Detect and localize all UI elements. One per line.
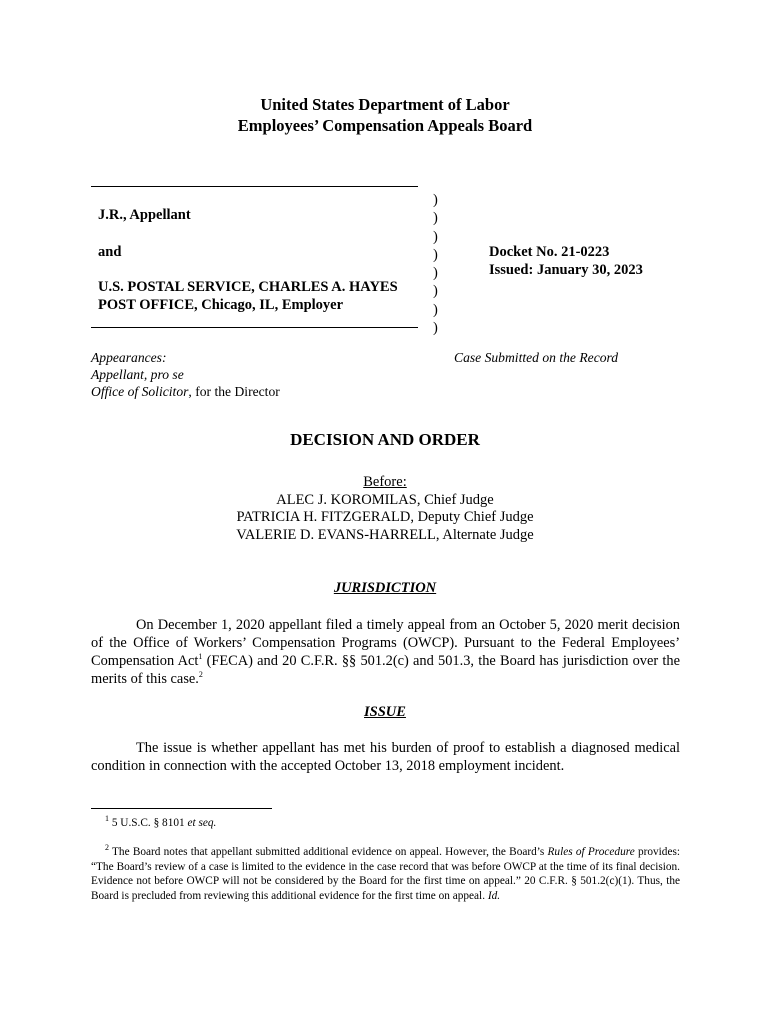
paren: ) xyxy=(433,320,438,337)
appearances-label: Appearances: xyxy=(91,350,167,365)
before-label: Before: xyxy=(363,474,407,490)
agency-line-2: Employees’ Compensation Appeals Board xyxy=(237,116,533,135)
jurisdiction-heading: JURISDICTION xyxy=(333,580,437,596)
footnote-2-italic-a: Rules of Procedure xyxy=(547,846,635,858)
footnote-1-text: 5 U.S.C. § 8101 xyxy=(109,817,188,829)
footnote-ref-2[interactable]: 2 xyxy=(198,670,203,680)
caption-and: and xyxy=(98,244,122,260)
paren: ) xyxy=(433,228,438,245)
case-submitted: Case Submitted on the Record xyxy=(454,350,619,365)
footnote-ref-1[interactable]: 1 xyxy=(198,652,203,662)
panel-block xyxy=(0,474,770,545)
agency-title xyxy=(0,94,770,136)
judge-chief: ALEC J. KOROMILAS, Chief Judge xyxy=(276,491,494,508)
caption-parens xyxy=(433,191,445,337)
issued-date: Issued: January 30, 2023 xyxy=(489,262,643,278)
solicitor-office: Office of Solicitor xyxy=(91,384,189,399)
issue-paragraph: The issue is whether appellant has met his burden of proof to establish a diagnosed medical condition in connection with the accepted October 13, 2018 employment incident. xyxy=(91,740,680,775)
footnote-1 xyxy=(91,816,680,831)
employer-line-1: U.S. POSTAL SERVICE, CHARLES A. HAYES xyxy=(98,279,398,295)
docket-number: Docket No. 21-0223 xyxy=(489,244,610,260)
jurisdiction-paragraph xyxy=(91,616,680,688)
decision-title: DECISION AND ORDER xyxy=(290,430,480,449)
appellant-representation: Appellant, pro se xyxy=(91,367,184,382)
footnote-2-italic-b: Id. xyxy=(487,889,501,902)
paren: ) xyxy=(433,283,438,300)
appellant-name: J.R., Appellant xyxy=(98,207,191,223)
appearances-block xyxy=(91,349,280,400)
solicitor-role: , for the Director xyxy=(188,384,280,399)
solicitor-line xyxy=(91,383,280,400)
footnote-2 xyxy=(91,845,680,903)
paren: ) xyxy=(433,301,438,318)
caption-top-rule xyxy=(91,186,418,187)
jurisdiction-text-1: On December 1, 2020 appellant filed a timely appeal from an October 5, 2020 merit decision of the Office of Workers’ Compensation Programs (OWCP). Pursuant to the Federal Employees’ Compensation Act xyxy=(91,617,680,670)
footnote-2-number: 2 xyxy=(105,843,109,853)
jurisdiction-text-2: (FECA) and 20 C.F.R. §§ 501.2(c) and 501.3, the Board has jurisdiction over the merits of this case. xyxy=(91,653,680,688)
docket-block xyxy=(489,243,643,279)
employer-line-2: POST OFFICE, Chicago, IL, Employer xyxy=(98,297,344,313)
issue-heading: ISSUE xyxy=(364,704,406,720)
agency-line-1: United States Department of Labor xyxy=(260,95,510,114)
footnote-separator xyxy=(91,808,272,809)
paren: ) xyxy=(433,210,438,227)
paren: ) xyxy=(433,246,438,263)
judge-deputy-chief: PATRICIA H. FITZGERALD, Deputy Chief Judge xyxy=(236,509,534,526)
judge-alternate: VALERIE D. EVANS-HARRELL, Alternate Judge xyxy=(236,527,534,544)
employer-block xyxy=(98,278,398,314)
footnote-2-text-b: provides: “The Board’s review of a case is limited to the evidence in the case record that was before OWCP at the time of its final decision. Evidence not before OWCP will not be considered by the Board for the first time on appeal.” 20 C.F.R. § 501.2(c)(1). Thus, the Board is precluded from reviewing this additional evidence for the first time on appeal. xyxy=(91,846,680,902)
caption-bottom-rule xyxy=(91,327,418,328)
footnote-1-number: 1 xyxy=(105,814,109,824)
footnote-1-italic: et seq. xyxy=(187,817,217,829)
paren: ) xyxy=(433,265,438,282)
footnote-2-text-a: The Board notes that appellant submitted additional evidence on appeal. However, the Board’s xyxy=(109,846,548,858)
paren: ) xyxy=(433,192,438,208)
